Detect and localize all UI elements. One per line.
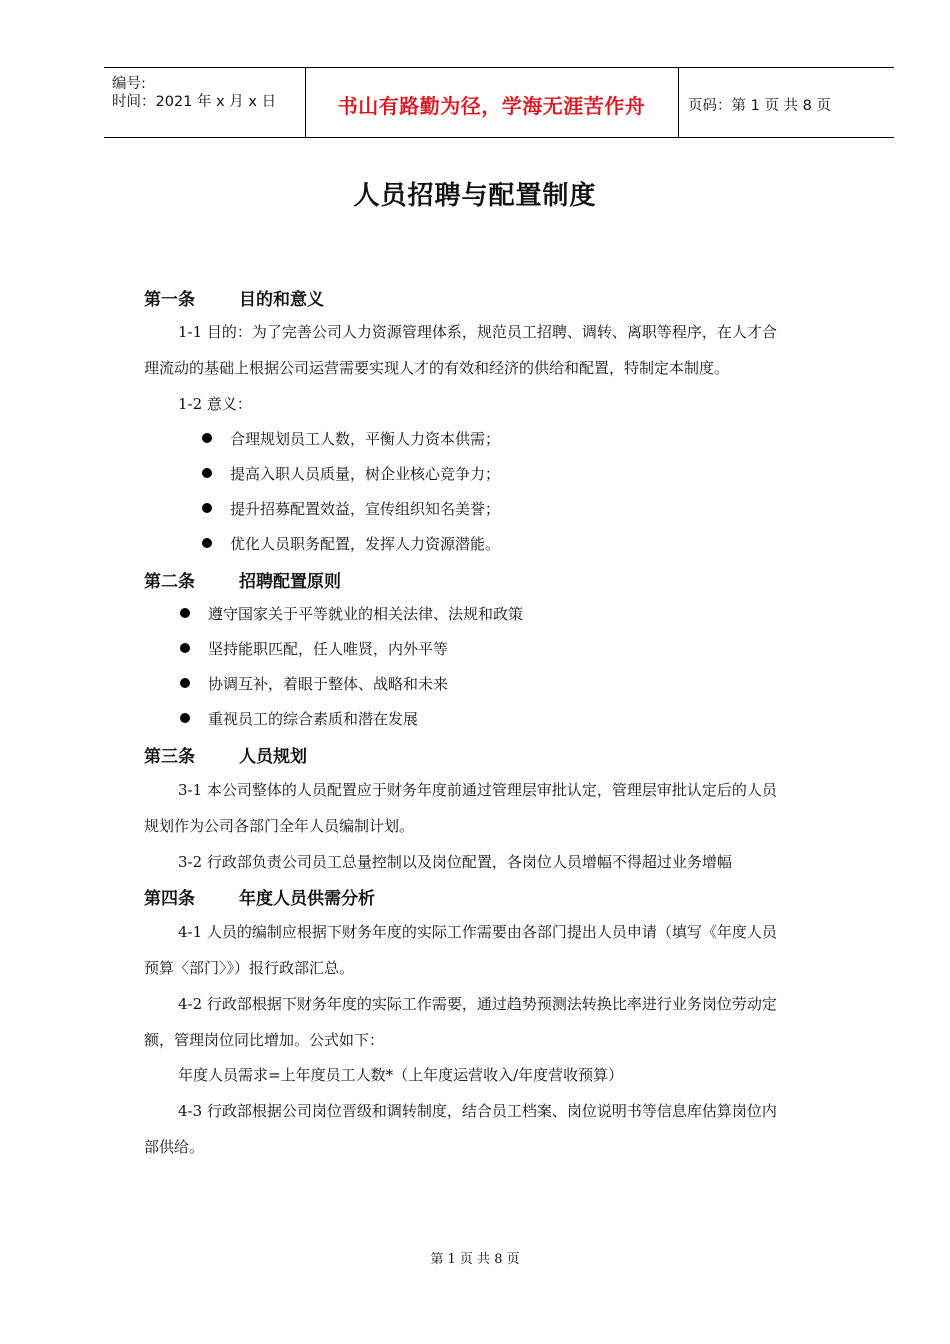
header-info-cell bbox=[104, 68, 306, 137]
bullet-dot-icon bbox=[202, 503, 212, 513]
paragraph-line: 理流动的基础上根据公司运营需要实现人才的有效和经济的供给和配置，特制定本制度。 bbox=[144, 359, 730, 377]
list-item-text: 协调互补，着眼于整体、战略和未来 bbox=[208, 675, 449, 693]
paragraph-line: 3-1 本公司整体的人员配置应于财务年度前通过管理层审批认定，管理层审批认定后的人员 bbox=[178, 781, 777, 799]
section-heading-3 bbox=[144, 742, 307, 767]
list-item bbox=[202, 463, 500, 484]
list-item-text: 提高入职人员质量，树企业核心竞争力； bbox=[230, 465, 501, 483]
section-number: 第二条 bbox=[144, 572, 195, 592]
header-page-code: 页码：第 1 页 共 8 页 bbox=[688, 98, 831, 114]
list-item-text: 优化人员职务配置，发挥人力资源潜能。 bbox=[230, 535, 501, 553]
list-item bbox=[202, 498, 500, 519]
list-item-text: 提升招募配置效益，宣传组织知名美誉； bbox=[230, 500, 501, 518]
list-item bbox=[202, 428, 500, 449]
section-name: 招聘配置原则 bbox=[239, 572, 341, 592]
bullet-dot-icon bbox=[202, 538, 212, 548]
paragraph-line: 3-2 行政部负责公司员工总量控制以及岗位配置，各岗位人员增幅不得超过业务增幅 bbox=[178, 853, 732, 871]
paragraph-line: 额，管理岗位同比增加。公式如下： bbox=[144, 1031, 385, 1049]
list-item bbox=[180, 673, 448, 694]
section-number: 第三条 bbox=[144, 747, 195, 767]
section-name: 目的和意义 bbox=[239, 290, 324, 310]
bullet-dot-icon bbox=[180, 643, 190, 653]
bullet-dot-icon bbox=[180, 608, 190, 618]
section-heading-2 bbox=[144, 567, 341, 592]
document-number-label: 编号: bbox=[112, 76, 146, 92]
section-number: 第一条 bbox=[144, 290, 195, 310]
page-footer: 第 1 页 共 8 页 bbox=[430, 1252, 520, 1267]
list-item-text: 坚持能职匹配，任人唯贤，内外平等 bbox=[208, 640, 449, 658]
document-date-label: 时间：2021 年 x 月 x 日 bbox=[112, 94, 277, 110]
bullet-dot-icon bbox=[180, 713, 190, 723]
paragraph-line: 4-2 行政部根据下财务年度的实际工作需要，通过趋势预测法转换比率进行业务岗位劳动定 bbox=[178, 995, 777, 1013]
section-name: 年度人员供需分析 bbox=[239, 889, 375, 909]
header-motto: 书山有路勤为径，学海无涯苦作舟 bbox=[337, 94, 646, 118]
list-item bbox=[202, 533, 500, 554]
document-header bbox=[104, 67, 894, 138]
section-heading-4 bbox=[144, 884, 375, 909]
paragraph-line: 4-3 行政部根据公司岗位晋级和调转制度，结合员工档案、岗位说明书等信息库估算岗位内 bbox=[178, 1102, 777, 1120]
paragraph-line: 1-2 意义： bbox=[178, 395, 252, 413]
list-item-text: 重视员工的综合素质和潜在发展 bbox=[208, 710, 419, 728]
header-page-cell bbox=[680, 68, 894, 137]
formula-line: 年度人员需求=上年度员工人数*（上年度运营收入/年度营收预算） bbox=[178, 1066, 624, 1084]
list-item-text: 合理规划员工人数，平衡人力资本供需； bbox=[230, 430, 501, 448]
list-item-text: 遵守国家关于平等就业的相关法律、法规和政策 bbox=[208, 605, 524, 623]
paragraph-line: 部供给。 bbox=[144, 1138, 205, 1156]
section-heading-1 bbox=[144, 285, 324, 310]
bullet-dot-icon bbox=[202, 468, 212, 478]
section-name: 人员规划 bbox=[239, 747, 307, 767]
header-motto-cell bbox=[305, 68, 679, 137]
paragraph-line: 4-1 人员的编制应根据下财务年度的实际工作需要由各部门提出人员申请（填写《年度人员 bbox=[178, 923, 777, 941]
list-item bbox=[180, 708, 418, 729]
paragraph-line: 预算〈部门〉》）报行政部汇总。 bbox=[144, 959, 355, 977]
paragraph-line: 1-1 目的：为了完善公司人力资源管理体系，规范员工招聘、调转、离职等程序，在人才合 bbox=[178, 323, 777, 341]
list-item bbox=[180, 638, 448, 659]
bullet-dot-icon bbox=[202, 433, 212, 443]
list-item bbox=[180, 603, 523, 624]
document-title: 人员招聘与配置制度 bbox=[353, 181, 597, 211]
section-number: 第四条 bbox=[144, 889, 195, 909]
bullet-dot-icon bbox=[180, 678, 190, 688]
paragraph-line: 规划作为公司各部门全年人员编制计划。 bbox=[144, 817, 415, 835]
